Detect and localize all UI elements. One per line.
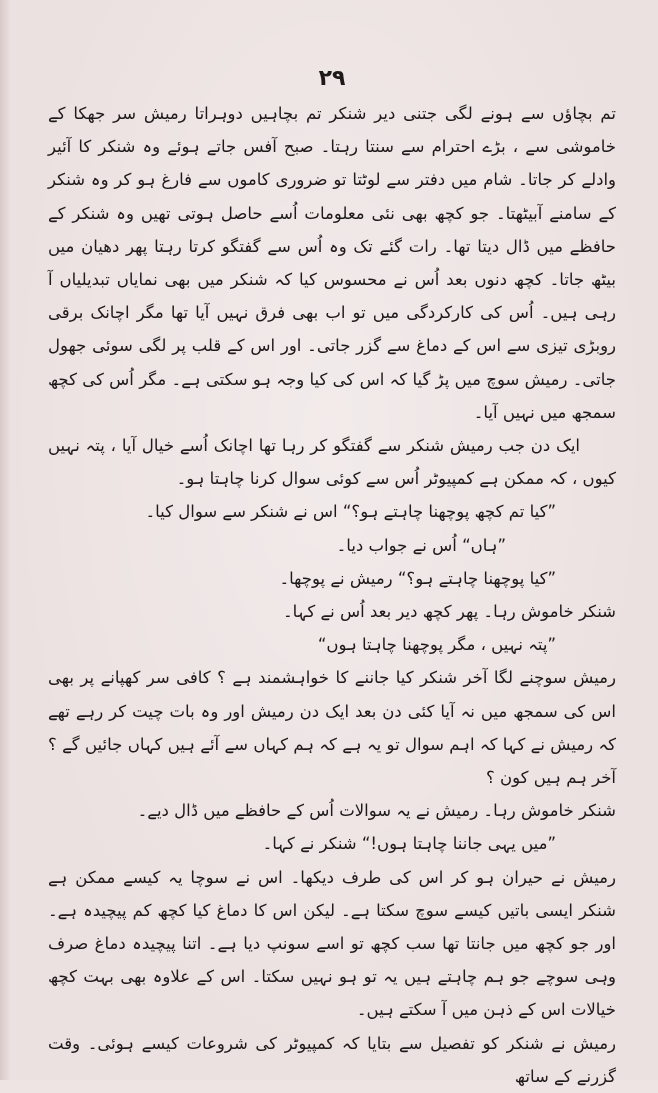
paragraph-6: رمیش نے شنکر کو تفصیل سے بتایا کہ کمپیوٹر کی شروعات کیسے ہوئی۔ وقت گزرنے کے ساتھ xyxy=(48,1033,616,1086)
page-number: ۲۹ xyxy=(318,66,346,91)
page-text xyxy=(48,97,616,1093)
dialogue-line-3: ”کیا پوچھنا چاہتے ہو؟“ رمیش نے پوچھا۔ xyxy=(279,568,556,588)
paragraph-2: ایک دن جب رمیش شنکر سے گفتگو کر رہا تھا اچانک اُسے خیال آیا ، پتہ نہیں کیوں ، کہ ممکن ہے کمپیوٹر اُس سے کوئی سوال کرنا چاہتا ہو۔ xyxy=(48,436,616,489)
dialogue-line-1: ”کیا تم کچھ پوچھنا چاہتے ہو؟“ اس نے شنکر سے سوال کیا۔ xyxy=(145,502,556,522)
paragraph-3: رمیش سوچنے لگا آخر شنکر کیا جاننے کا خواہشمند ہے ؟ کافی سر کھپانے پر بھی اس کی سمجھ میں نہ آیا کئی دن بعد ایک دن رمیش اور وہ بات چیت کر رہے تھے کہ رمیش نے کہا کہ اہم سوال تو یہ ہے کہ ہم کہاں سے آئے ہیں کہاں جائیں گے ؟ آخر ہم ہیں کون ؟ xyxy=(48,668,616,788)
dialogue-line-6: ”میں یہی جاننا چاہتا ہوں!“ شنکر نے کہا۔ xyxy=(262,834,556,854)
dialogue-line-5: ”پتہ نہیں ، مگر پوچھنا چاہتا ہوں“ xyxy=(317,635,556,655)
dialogue-line-4: شنکر خاموش رہا۔ پھر کچھ دیر بعد اُس نے کہا۔ xyxy=(283,602,616,622)
page-edge-shadow xyxy=(0,0,10,1080)
paragraph-5: رمیش نے حیران ہو کر اس کی طرف دیکھا۔ اس نے سوچا یہ کیسے ممکن ہے شنکر ایسی باتیں کیسے سوچ سکتا ہے۔ لیکن اس کا دماغ کیا کچھ کم پیچیدہ ہے۔ اور جو کچھ میں جانتا تھا سب کچھ تو اسے سونپ دیا ہے۔ اتنا پیچیدہ دماغ صرف وہی سوچے جو ہم چاہتے ہیں یہ تو ہو نہیں سکتا۔ اس کے علاوہ بھی بہت کچھ خیالات اس کے ذہن میں آ سکتے ہیں۔ xyxy=(48,867,616,1020)
dialogue-line-2: ”ہاں“ اُس نے جواب دیا۔ xyxy=(336,535,506,555)
paragraph-4: شنکر خاموش رہا۔ رمیش نے یہ سوالات اُس کے حافظے میں ڈال دیے۔ xyxy=(137,801,616,821)
paragraph-1: تم بچاؤں سے ہونے لگی جتنی دیر شنکر تم بچاہیں دوہراتا رمیش سر جھکا کے خاموشی سے ، بڑے احترام سے سنتا رہتا۔ صبح آفس جاتے ہوئے وہ شنکر کا آئیر وادلے کر جاتا۔ شام میں دفتر سے لوٹتا تو ضروری کاموں سے فارغ ہو کر وہ شنکر کے سامنے آبیٹھتا۔ جو کچھ بھی نئی معلومات اُسے حاصل ہوتی تھیں وہ شنکر کے حافظے میں ڈال دیتا تھا۔ رات گئے تک وہ اُس سے گفتگو کرتا رہتا پھر دھیان میں بیٹھ جاتا۔ کچھ دنوں بعد اُس نے محسوس کیا کہ شنکر میں بھی نمایاں تبدیلیاں آ رہی ہیں۔ اُس کی کارکردگی میں تو اب بھی فرق نہیں آیا تھا مگر اچانک برقی روبڑی تیزی سے اس کے دماغ سے گزر جاتی۔ اور اس کے قلب پر لگی سوئی جھول جاتی۔ رمیش سوچ میں پڑ گیا کہ اس کی کیا وجہ ہو سکتی ہے۔ مگر اُس کی کچھ سمجھ میں نہیں آیا۔ xyxy=(48,104,616,422)
